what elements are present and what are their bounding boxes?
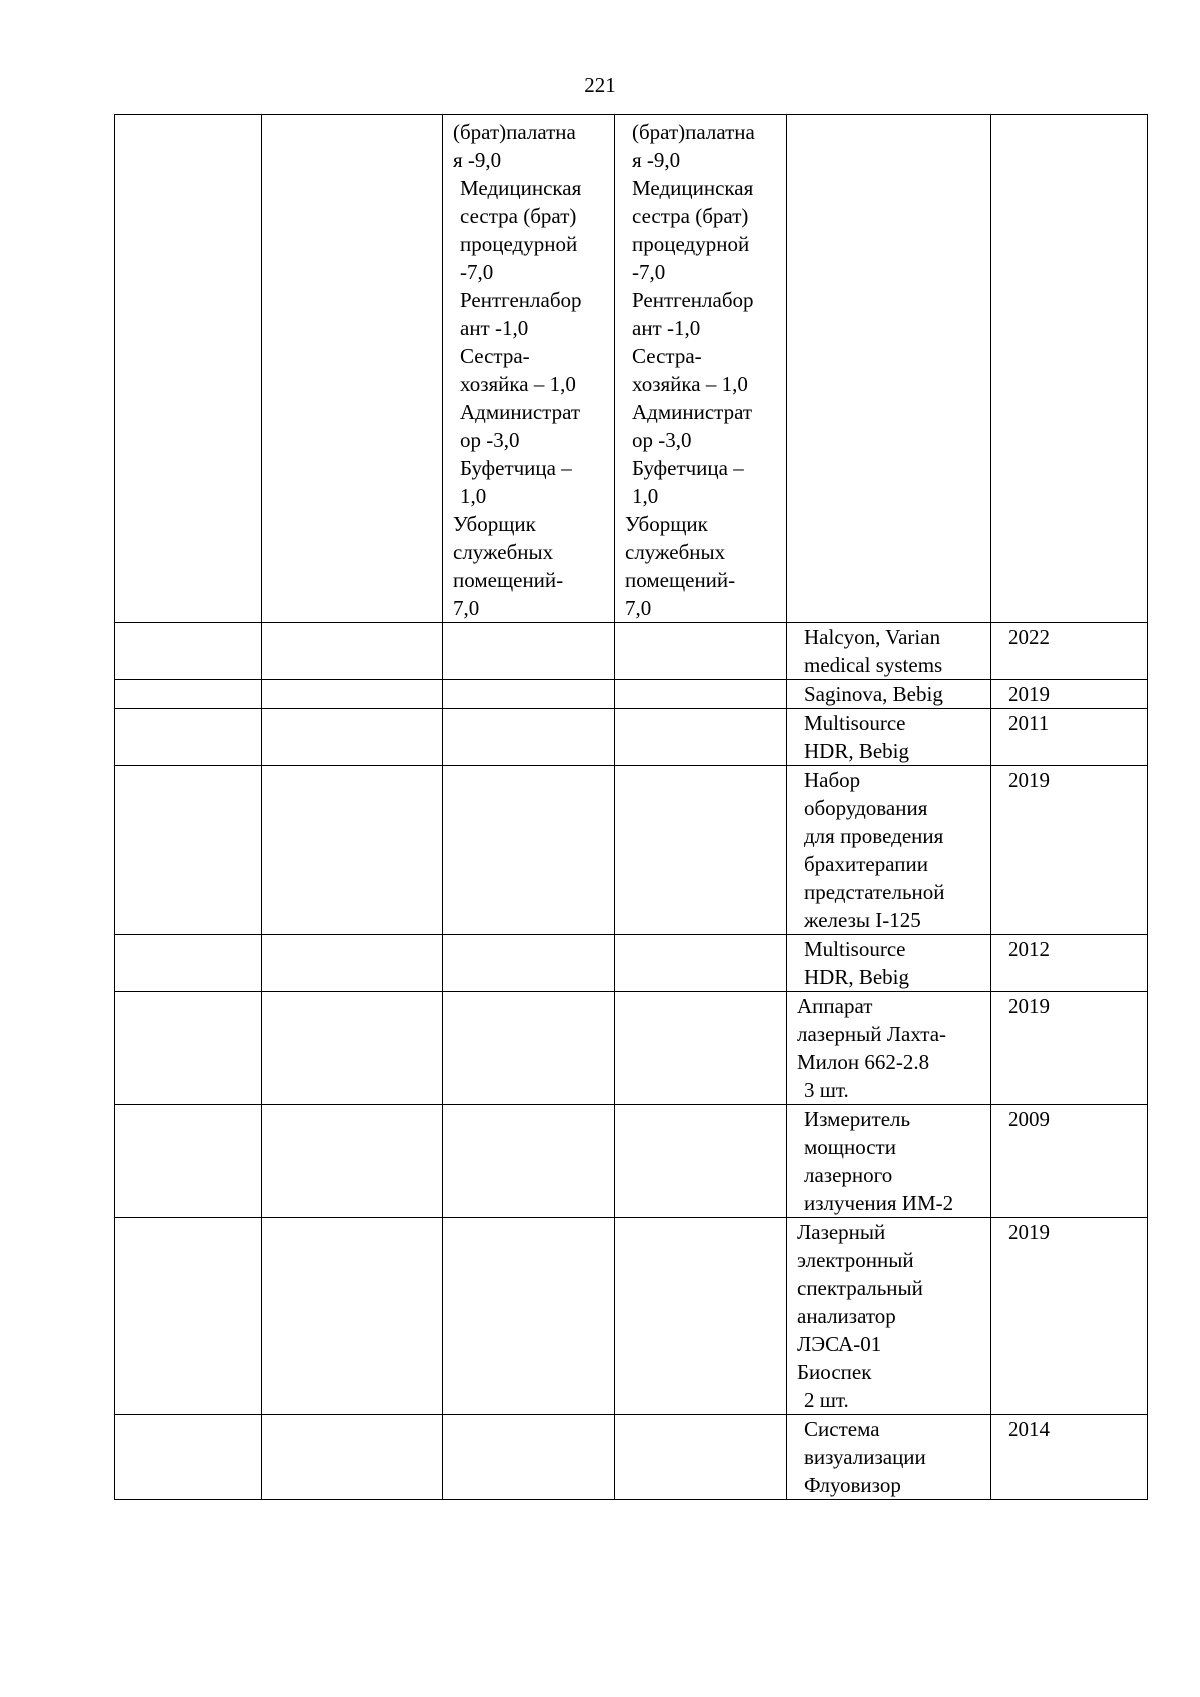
staff-line: помещений-: [625, 568, 736, 592]
staff-line: я -9,0: [453, 148, 502, 172]
cell-staff-col3: [443, 115, 615, 623]
staff-line: Рентгенлабор: [632, 288, 754, 312]
staff-line: я -9,0: [632, 148, 681, 172]
staff-line: сестра (брат): [460, 204, 577, 228]
staff-line: процедурной: [460, 232, 578, 256]
table-row: [115, 1105, 1148, 1218]
equipment-line: излучения ИМ-2: [804, 1191, 954, 1215]
cell-empty: [115, 1415, 262, 1500]
cell-equipment: [787, 766, 991, 935]
cell-year: [991, 766, 1148, 935]
equipment-line: мощности: [804, 1135, 896, 1159]
equipment-line: Милон 662-2.8: [797, 1050, 930, 1074]
cell-empty: [787, 115, 991, 623]
staff-line: Рентгенлабор: [460, 288, 582, 312]
cell-empty: [115, 115, 262, 623]
staff-line: Администрат: [632, 400, 753, 424]
cell-year: [991, 992, 1148, 1105]
cell-empty: [615, 1415, 787, 1500]
cell-equipment: [787, 680, 991, 709]
cell-empty: [615, 935, 787, 992]
equipment-name: [787, 935, 990, 991]
staff-line: 7,0: [625, 596, 652, 620]
staff-line: Уборщик: [453, 512, 536, 536]
staff-line: служебных: [625, 540, 726, 564]
equipment-line: 3 шт.: [804, 1078, 849, 1102]
cell-empty: [262, 1105, 443, 1218]
cell-empty: [115, 1105, 262, 1218]
equipment-line: Система: [804, 1417, 880, 1441]
cell-equipment: [787, 935, 991, 992]
staff-list: [443, 115, 614, 622]
equipment-name: [787, 1218, 990, 1414]
table-row: [115, 1218, 1148, 1415]
staff-line: Сестра-: [460, 344, 530, 368]
equipment-line: брахитерапии: [804, 852, 929, 876]
staff-line: Администрат: [460, 400, 581, 424]
cell-empty: [443, 1105, 615, 1218]
cell-empty: [443, 623, 615, 680]
cell-year: [991, 1105, 1148, 1218]
cell-year: [991, 709, 1148, 766]
year-value: 2019: [1008, 994, 1050, 1018]
equipment-name: [787, 992, 990, 1104]
cell-empty: [115, 680, 262, 709]
equipment-line: визуализации: [804, 1445, 926, 1469]
staff-line: Сестра-: [632, 344, 702, 368]
equipment-line: Saginova, Bebig: [804, 682, 943, 706]
cell-empty: [615, 1105, 787, 1218]
staff-line: -7,0: [460, 260, 494, 284]
cell-empty: [443, 680, 615, 709]
cell-empty: [115, 766, 262, 935]
year-value: 2011: [1008, 711, 1050, 735]
cell-empty: [615, 709, 787, 766]
table-row: [115, 766, 1148, 935]
cell-year: [991, 1415, 1148, 1500]
equipment-line: Halcyon, Varian: [804, 625, 941, 649]
table-row-staff: [115, 115, 1148, 623]
cell-empty: [115, 935, 262, 992]
equipment-line: medical systems: [804, 653, 943, 677]
cell-empty: [262, 623, 443, 680]
cell-empty: [115, 709, 262, 766]
cell-equipment: [787, 1415, 991, 1500]
staff-line: Медицинская: [632, 176, 754, 200]
staff-line: 1,0: [632, 484, 659, 508]
staff-line: Буфетчица –: [632, 456, 744, 480]
cell-empty: [443, 992, 615, 1105]
staff-line: (брат)палатна: [453, 120, 576, 144]
cell-empty: [262, 1218, 443, 1415]
cell-year: [991, 623, 1148, 680]
equipment-line: железы I-125: [804, 908, 921, 932]
staff-equipment-table: [114, 114, 1148, 1500]
equipment-line: электронный: [797, 1248, 914, 1272]
equipment-line: оборудования: [804, 796, 928, 820]
cell-empty: [262, 1415, 443, 1500]
equipment-line: Биоспек: [797, 1360, 872, 1384]
table-row: [115, 623, 1148, 680]
cell-empty: [262, 115, 443, 623]
staff-line: ор -3,0: [460, 428, 520, 452]
equipment-line: для проведения: [804, 824, 944, 848]
table-row: [115, 992, 1148, 1105]
cell-empty: [443, 1218, 615, 1415]
staff-line: 1,0: [460, 484, 487, 508]
table-row: [115, 680, 1148, 709]
equipment-line: Multisource: [804, 937, 906, 961]
staff-list: [615, 115, 786, 622]
page-number: 221: [584, 73, 616, 97]
cell-empty: [115, 1218, 262, 1415]
equipment-name: [787, 709, 990, 765]
equipment-line: 2 шт.: [804, 1388, 849, 1412]
staff-line: сестра (брат): [632, 204, 749, 228]
year-value: 2012: [1008, 937, 1050, 961]
cell-empty: [615, 680, 787, 709]
equipment-line: Multisource: [804, 711, 906, 735]
equipment-line: Аппарат: [797, 994, 873, 1018]
year-value: 2014: [1008, 1417, 1050, 1441]
staff-line: Буфетчица –: [460, 456, 572, 480]
equipment-line: Флуовизор: [804, 1473, 901, 1497]
cell-year: [991, 680, 1148, 709]
cell-empty: [443, 709, 615, 766]
equipment-line: ЛЭСА-01: [797, 1332, 882, 1356]
staff-line: (брат)палатна: [632, 120, 755, 144]
cell-empty: [262, 680, 443, 709]
cell-equipment: [787, 992, 991, 1105]
equipment-line: анализатор: [797, 1304, 896, 1328]
equipment-line: Лазерный: [797, 1220, 886, 1244]
equipment-line: лазерный Лахта-: [797, 1022, 947, 1046]
equipment-name: [787, 623, 990, 679]
cell-equipment: [787, 709, 991, 766]
staff-line: процедурной: [632, 232, 750, 256]
cell-empty: [262, 709, 443, 766]
equipment-line: HDR, Bebig: [804, 965, 909, 989]
cell-year: [991, 935, 1148, 992]
staff-line: 7,0: [453, 596, 480, 620]
cell-empty: [262, 766, 443, 935]
staff-line: хозяйка – 1,0: [632, 372, 748, 396]
cell-empty: [615, 623, 787, 680]
staff-line: помещений-: [453, 568, 564, 592]
year-value: 2022: [1008, 625, 1050, 649]
cell-staff-col4: [615, 115, 787, 623]
equipment-line: Измеритель: [804, 1107, 911, 1131]
staff-line: хозяйка – 1,0: [460, 372, 576, 396]
equipment-line: спектральный: [797, 1276, 923, 1300]
cell-empty: [443, 935, 615, 992]
staff-line: Медицинская: [460, 176, 582, 200]
cell-empty: [991, 115, 1148, 623]
year-value: 2019: [1008, 1220, 1050, 1244]
year-value: 2009: [1008, 1107, 1050, 1131]
staff-line: ор -3,0: [632, 428, 692, 452]
table-row: [115, 935, 1148, 992]
equipment-line: предстательной: [804, 880, 945, 904]
cell-empty: [615, 1218, 787, 1415]
equipment-line: Набор: [804, 768, 861, 792]
year-value: 2019: [1008, 768, 1050, 792]
equipment-name: [787, 766, 990, 934]
cell-empty: [115, 992, 262, 1105]
staff-line: служебных: [453, 540, 554, 564]
staff-line: ант -1,0: [460, 316, 529, 340]
cell-empty: [443, 1415, 615, 1500]
cell-equipment: [787, 623, 991, 680]
cell-empty: [443, 766, 615, 935]
staff-line: ант -1,0: [632, 316, 701, 340]
cell-year: [991, 1218, 1148, 1415]
cell-empty: [115, 623, 262, 680]
cell-empty: [262, 935, 443, 992]
equipment-name: [787, 1105, 990, 1217]
staff-line: -7,0: [632, 260, 666, 284]
year-value: 2019: [1008, 682, 1050, 706]
equipment-line: HDR, Bebig: [804, 739, 909, 763]
cell-empty: [615, 992, 787, 1105]
equipment-name: [787, 680, 990, 708]
equipment-line: лазерного: [804, 1163, 893, 1187]
table-row: [115, 709, 1148, 766]
table-row: [115, 1415, 1148, 1500]
cell-empty: [262, 992, 443, 1105]
cell-equipment: [787, 1105, 991, 1218]
staff-line: Уборщик: [625, 512, 708, 536]
equipment-name: [787, 1415, 990, 1499]
cell-equipment: [787, 1218, 991, 1415]
cell-empty: [615, 766, 787, 935]
